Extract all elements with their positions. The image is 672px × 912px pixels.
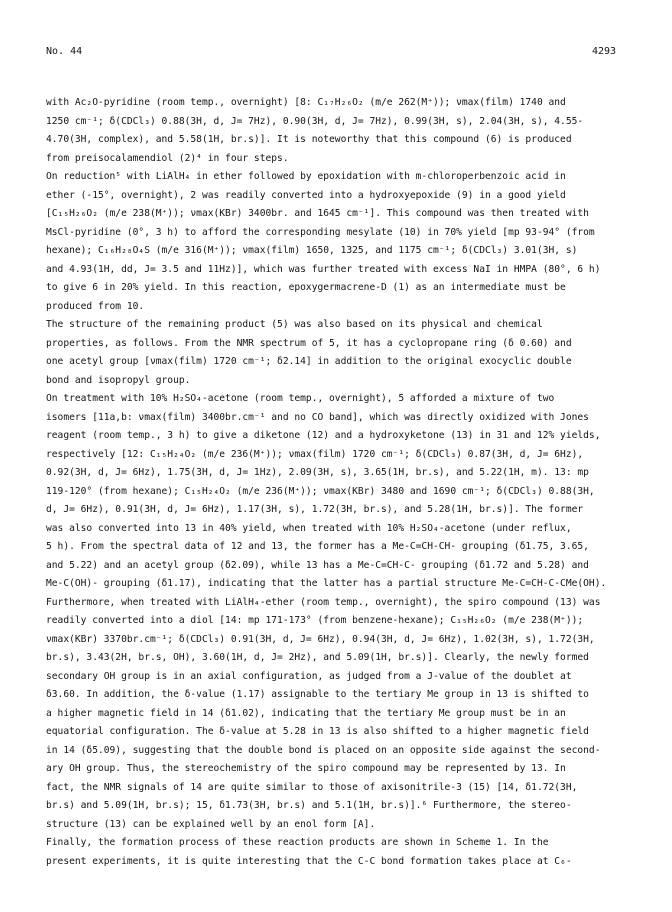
- text-line: [C₁₅H₂₆O₂ (m/e 238(M⁺)); νmax(KBr) 3400br. and 1645 cm⁻¹]. This compound was then treated with: [46, 208, 589, 219]
- text-line: respectively [12: C₁₅H₂₄O₂ (m/e 236(M⁺)); νmax(film) 1720 cm⁻¹; δ(CDCl₃) 0.87(3H, d, J= 6Hz),: [46, 448, 584, 460]
- text-line: one acetyl group [νmax(film) 1720 cm⁻¹; δ2.14] in addition to the original exocyclic double: [46, 356, 572, 367]
- text-line: a higher magnetic field in 14 (δ1.02), indicating that the tertiary Me group must be in an: [46, 707, 566, 719]
- text-line: d, J= 6Hz), 0.91(3H, d, J= 6Hz), 1.17(3H, s), 1.72(3H, br.s), and 5.28(1H, br.s)]. The former: [46, 504, 584, 515]
- text-line: 0.92(3H, d, J= 6Hz), 1.75(3H, d, J= 1Hz), 2.09(3H, s), 3.65(1H, br.s), and 5.22(1H, m). 13: mp: [46, 467, 589, 478]
- text-line: Furthermore, when treated with LiAlH₄-ether (room temp., overnight), the spiro compound (13) was: [46, 596, 601, 608]
- text-line: to give 6 in 20% yield. In this reaction, epoxygermacrene-D (1) as an intermediate must be: [46, 282, 566, 293]
- text-line: 5 h). From the spectral data of 12 and 13, the former has a Me-C=CH-CH- grouping (δ1.75, 3.65,: [46, 541, 589, 552]
- text-line: Me-C(OH)- grouping (δ1.17), indicating that the latter has a partial structure Me-C=CH-C-CMe(OH).: [46, 578, 607, 589]
- text-line: MsCl-pyridine (0°, 3 h) to afford the corresponding mesylate (10) in 70% yield [mp 93-94° (from: [46, 226, 595, 238]
- text-line: br.s) and 5.09(1H, br.s); 15, δ1.73(3H, br.s) and 5.1(1H, br.s)].⁶ Furthermore, the stereo-: [46, 800, 572, 811]
- text-line: reagent (room temp., 3 h) to give a diketone (12) and a hydroxyketone (13) in 31 and 12% yields,: [46, 430, 601, 441]
- text-line: properties, as follows. From the NMR spectrum of 5, it has a cyclopropane ring (δ 0.60) and: [46, 337, 572, 349]
- text-line: The structure of the remaining product (5) was also based on its physical and chemical: [46, 319, 543, 330]
- text-line: 119-120° (from hexane); C₁₅H₂₄O₂ (m/e 236(M⁺)); νmax(KBr) 3480 and 1690 cm⁻¹; δ(CDCl₃) 0.88(3H,: [46, 485, 595, 497]
- text-line: with Ac₂O-pyridine (room temp., overnight) [8: C₁₇H₂₆O₂ (m/e 262(M⁺)); νmax(film) 1740 and: [46, 97, 566, 108]
- text-line: structure (13) can be explained well by an enol form [A].: [46, 818, 376, 830]
- text-line: from preisocalamendiol (2)⁴ in four steps.: [46, 152, 289, 164]
- journal-issue-number: No. 44: [46, 46, 83, 57]
- text-line: br.s), 3.43(2H, br.s, OH), 3.60(1H, d, J= 2Hz), and 5.09(1H, br.s)]. Clearly, the newly formed: [46, 652, 589, 663]
- text-line: produced from 10.: [46, 300, 145, 312]
- text-line: in 14 (δ5.09), suggesting that the double bond is placed on an opposite side against the second-: [46, 744, 601, 756]
- text-line: 1250 cm⁻¹; δ(CDCl₃) 0.88(3H, d, J= 7Hz), 0.90(3H, d, J= 7Hz), 0.99(3H, s), 2.04(3H, s), 4.55-: [46, 115, 584, 127]
- text-line: 4.70(3H, complex), and 5.58(1H, br.s)]. It is noteworthy that this compound (6) is produced: [46, 134, 572, 145]
- text-line: and 5.22) and an acetyl group (δ2.09), while 13 has a Me-C=CH-C- grouping (δ1.72 and 5.28) and: [46, 559, 589, 571]
- text-line: νmax(KBr) 3370br.cm⁻¹; δ(CDCl₃) 0.91(3H, d, J= 6Hz), 0.94(3H, d, J= 6Hz), 1.02(3H, s), 1.72(3H,: [46, 633, 595, 645]
- text-line: and 4.93(1H, dd, J= 3.5 and 11Hz)], which was further treated with excess NaI in HMPA (80°, 6 h): [46, 263, 601, 275]
- text-line: was also converted into 13 in 40% yield, when treated with 10% H₂SO₄-acetone (under reflux,: [46, 522, 572, 534]
- text-line: fact, the NMR signals of 14 are quite similar to those of axisonitrile-3 (15) [14, δ1.72(3H,: [46, 781, 578, 793]
- text-line: secondary OH group is in an axial configuration, as judged from a J-value of the doublet at: [46, 670, 572, 682]
- text-line: hexane); C₁₆H₂₈O₄S (m/e 316(M⁺)); νmax(film) 1650, 1325, and 1175 cm⁻¹; δ(CDCl₃) 3.01(3H, s): [46, 245, 578, 256]
- text-line: On reduction⁵ with LiAlH₄ in ether followed by epoxidation with m-chloroperbenzoic acid in: [46, 171, 566, 182]
- text-line: ary OH group. Thus, the stereochemistry of the spiro compound may be represented by 13. In: [46, 763, 566, 774]
- text-line: bond and isopropyl group.: [46, 374, 191, 386]
- text-line: readily converted into a diol [14: mp 171-173° (from benzene-hexane); C₁₅H₂₆O₂ (m/e 238(M⁺));: [46, 615, 584, 626]
- text-line: equatorial configuration. The δ-value at 5.28 in 13 is also shifted to a higher magnetic field: [46, 726, 589, 737]
- text-line: Finally, the formation process of these reaction products are shown in Scheme 1. In the: [46, 837, 549, 848]
- text-line: On treatment with 10% H₂SO₄-acetone (room temp., overnight), 5 afforded a mixture of two: [46, 393, 555, 404]
- page-number: 4293: [592, 46, 617, 57]
- text-line: isomers [11a,b: νmax(film) 3400br.cm⁻¹ and no CO band], which was directly oxidized with Jones: [46, 411, 589, 423]
- text-line: ether (-15°, overnight), 2 was readily converted into a hydroxyepoxide (9) in a good yield: [46, 189, 566, 201]
- text-line: present experiments, it is quite interesting that the C-C bond formation takes place at C₆-: [46, 855, 572, 867]
- text-line: δ3.60. In addition, the δ-value (1.17) assignable to the tertiary Me group in 13 is shifted to: [46, 689, 589, 700]
- article-body: [46, 94, 636, 871]
